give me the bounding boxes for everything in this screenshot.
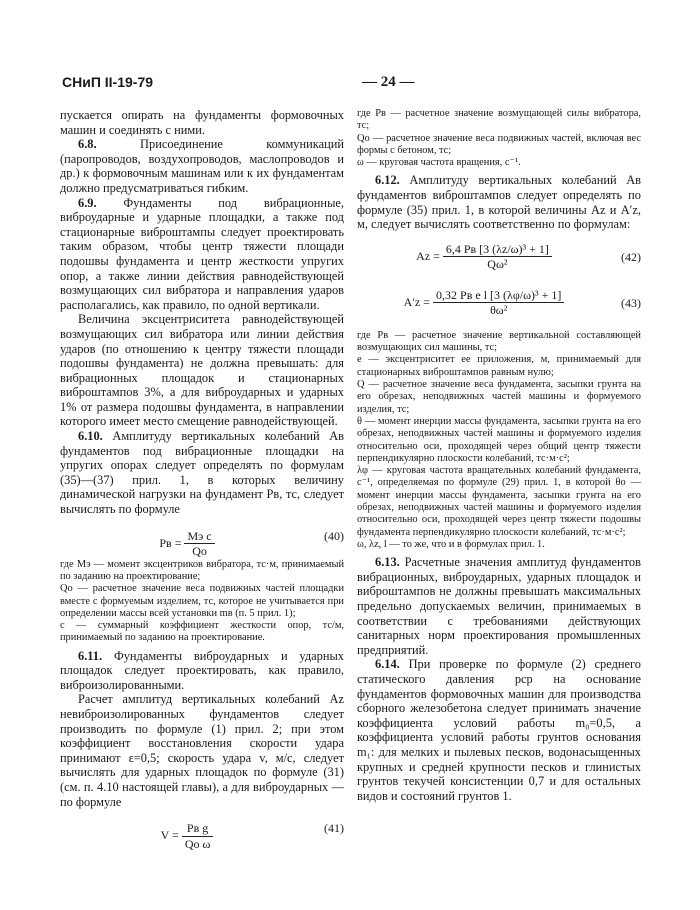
where-block-43	[357, 330, 641, 551]
formula-lhs: Pв =	[159, 535, 182, 550]
section-6-9	[60, 196, 344, 313]
section-6-8	[60, 137, 344, 195]
formula-expression	[60, 821, 314, 851]
section-text: Амплитуду вертикальных колебаний Aв фундаментов под вибрационные площадки на упругих опорах следует определять по формулам (35)—(37) прил. 1, в которых величину динамической нагрузки на фундамент Pв, тс, следует вычислять по формуле	[60, 429, 344, 517]
formula-expression	[357, 242, 611, 272]
section-number: 6.8.	[78, 137, 97, 152]
fraction-numerator: Mэ c	[184, 529, 214, 545]
section-text: Расчетные значения амплитуд фундаментов вибрационных, виброударных, ударных площадок и виброштампов не должны превышать максимальных предельно допускаемых величин, принимаемых в соответствии с требованиями действующих санитарных норм проектирования промышленных предприятий.	[357, 555, 641, 657]
left-column	[60, 108, 344, 851]
fraction-numerator: 6,4 Pв [3 (λz/ω)³ + 1]	[443, 242, 552, 258]
paragraph-continued: пускается опирать на фундаменты формовочных машин и соединять с ними.	[60, 108, 344, 137]
fraction-numerator: 0,32 Pв e l [3 (λφ/ω)³ + 1]	[433, 288, 564, 304]
fraction-denominator: Qо	[192, 544, 207, 559]
section-number: 6.12.	[375, 173, 400, 188]
section-6-10	[60, 429, 344, 517]
formula-lhs: A′z =	[403, 294, 431, 309]
where-item: Q — расчетное значение веса фундамента, засыпки грунта на его обрезах, неподвижных частей машины и формуемого изделия, тс;	[357, 379, 641, 415]
formula-fraction	[443, 242, 552, 272]
formula-fraction	[184, 529, 214, 559]
fraction-denominator: Qо ω	[184, 836, 211, 851]
formula-42	[357, 238, 641, 278]
doc-code: СНиП II-19-79	[62, 74, 154, 90]
section-number: 6.9.	[78, 195, 97, 210]
section-number: 6.13.	[375, 555, 400, 570]
section-6-12	[357, 173, 641, 231]
where-item: где Pв — расчетное значение возмущающей силы вибратора, тс;	[357, 108, 641, 132]
formula-number: (43)	[621, 295, 641, 310]
where-item: c — суммарный коэффициент жесткости опор, тс/м, принимаемый по заданию на проектирование.	[60, 620, 344, 644]
where-item: ω, λz, l — то же, что и в формулах прил. 1.	[357, 538, 545, 550]
right-column	[357, 108, 641, 803]
fraction-numerator: Pв g	[182, 821, 214, 837]
formula-number: (41)	[324, 821, 344, 836]
where-item: e — эксцентриситет ее приложения, м, принимаемый для стационарных виброштампов равным нулю;	[357, 354, 641, 378]
where-item: θ — момент инерции массы фундамента, засыпки грунта на его обрезах, неподвижных частей машины и формуемого изделия относительно оси, проходящей через общий центр тяжести перпендикулярно плоскости колебаний, тс·м·с²;	[357, 415, 641, 464]
where-item: ω — круговая частота вращения, с⁻¹.	[357, 157, 521, 169]
formula-fraction	[182, 821, 214, 851]
section-text: Амплитуду вертикальных колебаний Aв фундаментов виброштампов следует определять по формуле (35) прил. 1, в которой величины Az и A′z, м, следует вычислять соответственно по формулам:	[357, 173, 641, 232]
fraction-denominator: Qω²	[487, 257, 508, 272]
section-6-11	[60, 649, 344, 693]
formula-expression	[60, 529, 314, 559]
section-number: 6.10.	[78, 429, 103, 444]
section-number: 6.14.	[375, 657, 400, 672]
where-item: λφ — круговая частота вращательных колебаний фундамента, с⁻¹, определяемая по формуле (29) прил. 1, в которой θо — момент инерции массы фундамента, засыпки грунта на его обрезах, неподвижных частей машины и формуемого изделия относительно оси, проходящей через центр тяжести подошвы фундамента перпендикулярно плоскости колебаний, тс·м·с²;	[357, 465, 641, 538]
section-text: При проверке по формуле (2) среднего статического давления pср на основание фундаментов формовочных машин для производства сборного железобетона следует принимать значение коэффициента условий работы m₀=0,5, а коэффициента условий работы грунтов основания m₁: для мелких и пылевых песков, водонасыщенных крупных и средней крупности песков и глинистых грунтов текучей консистенции 0,7 и для остальных видов и состояний грунтов 1.	[357, 657, 641, 803]
where-item: где Pв — расчетное значение вертикальной составляющей возмущающих сил машины, тс;	[357, 329, 641, 354]
formula-number: (40)	[324, 528, 344, 543]
section-text: Фундаменты под вибрационные, виброударные и ударные площадки, а также под стационарные виброштампы следует проектировать таким образом, чтобы центр тяжести площади подошвы фундамента и центр жесткости упругих опор, а также линии действия равнодействующей возмущающих сил вибратора и направления ударов располагались, как правило, по одной вертикали.	[60, 195, 344, 312]
formula-lhs: V =	[160, 828, 179, 843]
section-6-13	[357, 555, 641, 657]
where-block-40	[60, 559, 344, 645]
section-number: 6.11.	[78, 648, 103, 663]
section-6-14	[357, 657, 641, 803]
paragraph-calculation: Расчет амплитуд вертикальных колебаний Az невиброизолированных фундаментов следует производить по формуле (1) прил. 2; при этом коэффициент восстановления скорости удара принимают ε=0,5; скорость удара v, м/с, следует вычислять для ударных площадок по формуле (31) (см. п. 4.10 настоящей главы), а для виброударных — по формуле	[60, 692, 344, 809]
where-item: Qо — расчетное значение веса подвижных частей, включая вес формы с бетоном, тс;	[357, 132, 641, 156]
page-number: — 24 —	[362, 74, 415, 90]
formula-number: (42)	[621, 249, 641, 264]
fraction-denominator: θω²	[490, 303, 508, 318]
where-block-41	[357, 108, 641, 169]
paragraph-eccentricity: Величина эксцентриситета равнодействующей возмущающих сил вибратора или линии действия ударов (по отношению к центру тяжести площади подошвы фундамента) не должна превышать: для вибрационных площадок и стационарных виброштампов 3%, а для виброударных и ударных 1% от размера подошвы фундамента, в направлении которого имеет место смещение равнодействующей.	[60, 312, 344, 429]
page-header	[62, 74, 642, 96]
formula-lhs: Az =	[416, 248, 440, 263]
where-item: Qо — расчетное значение веса подвижных частей площадки вместе с формуемым изделием, тс, которое не учитывается при определении массы всей установки mв (п. 5 прил. 1);	[60, 583, 344, 619]
formula-43	[357, 284, 641, 324]
section-text: Присоединение коммуникаций (паропроводов, воздухопроводов, маслопроводов и др.) к формовочным машинам или к их фундаментам должно предусматриваться гибким.	[60, 137, 344, 195]
formula-41	[60, 815, 344, 851]
formula-expression	[357, 288, 611, 318]
where-item: где Mэ — момент эксцентриков вибратора, тс·м, принимаемый по заданию на проектирование;	[60, 558, 344, 582]
formula-fraction	[433, 288, 564, 318]
section-text: Фундаменты виброударных и ударных площадок следует проектировать, как правило, виброизолированными.	[60, 648, 344, 692]
formula-40	[60, 523, 344, 559]
